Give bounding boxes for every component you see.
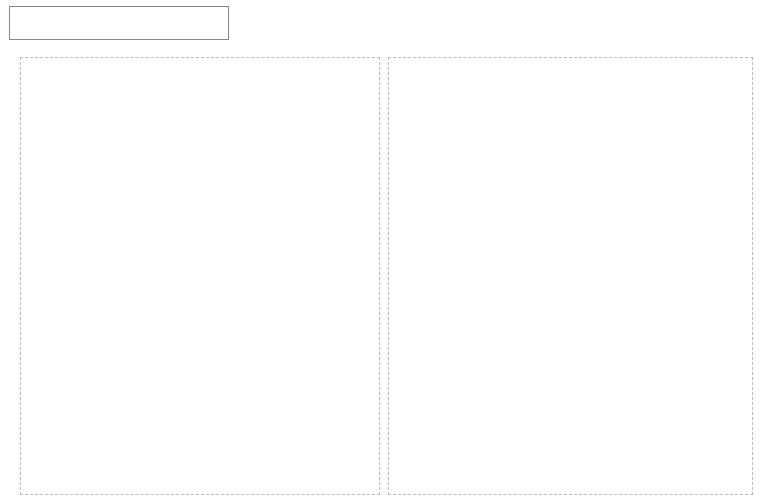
right-panel [388, 57, 753, 495]
left-panel [20, 57, 380, 495]
page-title-box [9, 6, 229, 40]
